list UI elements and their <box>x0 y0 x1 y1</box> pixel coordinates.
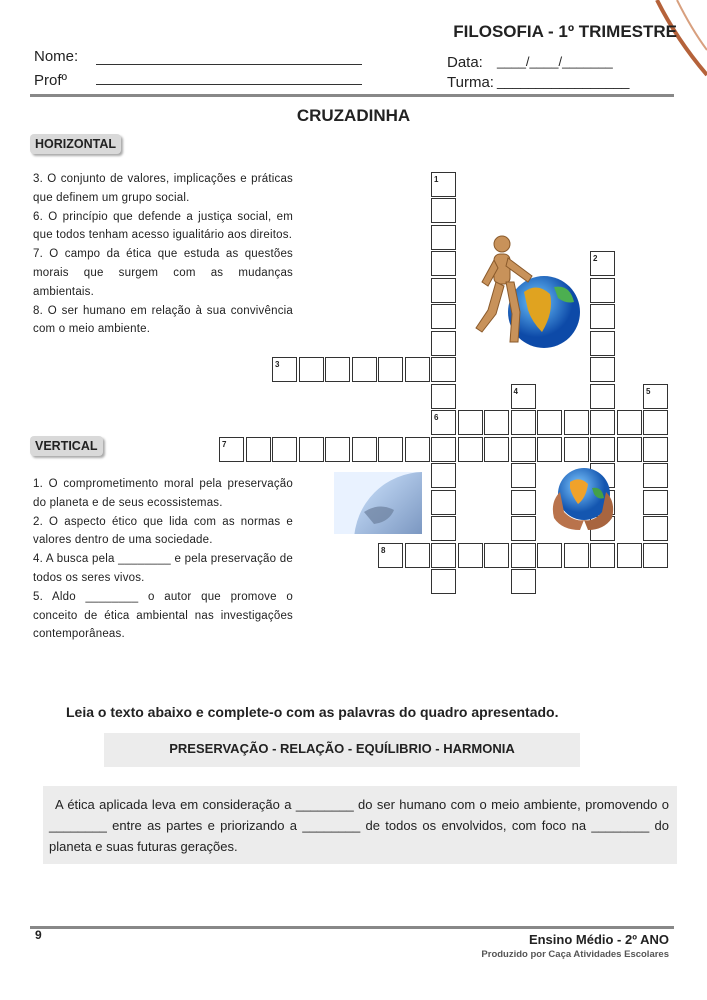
crossword-cell[interactable] <box>431 543 456 568</box>
crossword-cell[interactable] <box>590 543 615 568</box>
page-title: CRUZADINHA <box>296 106 411 125</box>
vertical-label: VERTICAL <box>30 436 103 456</box>
level-label: Ensino Médio - 2º ANO <box>528 932 669 947</box>
crossword-cell[interactable] <box>590 410 615 435</box>
crossword-cell[interactable] <box>431 490 456 515</box>
crossword-cell[interactable] <box>405 543 430 568</box>
horizontal-label: HORIZONTAL <box>30 134 121 154</box>
subject-title: FILOSOFIA - 1º TRIMESTRE <box>453 22 677 41</box>
crossword-cell[interactable] <box>325 437 350 462</box>
crossword-cell[interactable] <box>431 384 456 409</box>
earth-illustration <box>334 472 422 534</box>
crossword-cell[interactable] <box>484 410 509 435</box>
crossword-cell[interactable] <box>511 410 536 435</box>
crossword-cell[interactable] <box>643 437 668 462</box>
crossword-cell[interactable] <box>643 410 668 435</box>
horizontal-clue: 3. O conjunto de valores, implicações e práticas que definem um grupo social. <box>33 173 293 204</box>
completion-paragraph <box>43 786 677 864</box>
clue-number: 6 <box>434 413 439 422</box>
horizontal-clue: 7. O campo da ética que estuda as questões morais que surgem com as mudanças ambientais. <box>33 248 293 298</box>
class-field[interactable]: _________________ <box>497 73 630 89</box>
crossword-cell[interactable] <box>590 331 615 356</box>
horizontal-clue: 6. O princípio que defende a justiça social, em que todos tenham acesso igualitário aos direitos. <box>33 210 293 242</box>
crossword-cell[interactable] <box>431 278 456 303</box>
clue-number: 8 <box>381 545 386 555</box>
crossword-cell[interactable] <box>405 437 430 462</box>
crossword-cell[interactable] <box>246 437 271 462</box>
clue-number: 4 <box>513 386 518 396</box>
crossword-cell[interactable] <box>617 543 642 568</box>
crossword-cell[interactable] <box>511 543 536 568</box>
crossword-cell[interactable] <box>378 357 403 382</box>
crossword-cell[interactable] <box>617 410 642 435</box>
crossword-cell[interactable] <box>617 437 642 462</box>
mannequin-globe-illustration <box>462 232 592 352</box>
vertical-clue: 1. O comprometimento moral pela preservação do planeta e de seus ecossistemas. <box>33 478 293 509</box>
vertical-clue: 4. A busca pela ________ e pela preservação de todos os seres vivos. <box>33 553 293 584</box>
clue-number: 1 <box>434 174 439 184</box>
page-number: 9 <box>35 928 42 942</box>
crossword-cell[interactable] <box>484 437 509 462</box>
crossword-cell[interactable] <box>511 569 536 594</box>
crossword-cell[interactable] <box>299 437 324 462</box>
hands-globe-illustration <box>540 462 626 532</box>
crossword-cell[interactable] <box>590 304 615 329</box>
crossword-cell[interactable] <box>590 278 615 303</box>
word-bank: PRESERVAÇÃO - RELAÇÃO - EQUÍLIBRIO - HARMONIA <box>104 733 580 767</box>
crossword-cell[interactable] <box>352 357 377 382</box>
crossword-cell[interactable] <box>431 225 456 250</box>
crossword-cell[interactable] <box>643 516 668 541</box>
date-field[interactable]: ____/____/_______ <box>497 54 613 69</box>
crossword-cell[interactable] <box>643 490 668 515</box>
crossword-cell[interactable] <box>590 437 615 462</box>
instruction-text: Leia o texto abaixo e complete-o com as palavras do quadro apresentado. <box>66 704 559 720</box>
crossword-cell[interactable] <box>564 437 589 462</box>
date-label: Data: <box>447 54 483 71</box>
crossword-cell[interactable] <box>458 437 483 462</box>
crossword-cell[interactable] <box>352 437 377 462</box>
crossword-cell[interactable] <box>325 357 350 382</box>
producer-label: Produzido por Caça Atividades Escolares <box>481 949 669 960</box>
crossword-cell[interactable] <box>643 463 668 488</box>
crossword-cell[interactable] <box>511 516 536 541</box>
crossword-cell[interactable] <box>537 410 562 435</box>
paragraph-text: A ética aplicada leva em consideração a ________ do ser humano com o meio ambiente, promovendo o ________ entre as partes e priorizando a ________ de todos os envolvidos, com foco na ________ do planeta e suas futuras gerações. <box>49 797 669 854</box>
vertical-clue: 2. O aspecto ético que lida com as normas e valores dentro de uma sociedade. <box>33 515 293 547</box>
clue-number: 2 <box>593 254 598 263</box>
clue-number: 5 <box>646 386 651 396</box>
crossword-cell[interactable] <box>431 251 456 276</box>
crossword-cell[interactable] <box>537 543 562 568</box>
crossword-cell[interactable] <box>511 490 536 515</box>
teacher-label: Profº <box>34 72 67 89</box>
crossword-cell[interactable] <box>405 357 430 382</box>
vertical-clue: 5. Aldo ________ o autor que promove o conceito de ética ambiental nas investigações contemporâneas. <box>33 590 293 641</box>
crossword-cell[interactable] <box>564 410 589 435</box>
horizontal-clue: 8. O ser humano em relação à sua convivência com o meio ambiente. <box>33 304 293 336</box>
crossword-cell[interactable] <box>564 543 589 568</box>
crossword-cell[interactable] <box>431 437 456 462</box>
crossword-cell[interactable] <box>643 543 668 568</box>
clue-number: 3 <box>275 360 280 369</box>
crossword-cell[interactable] <box>431 357 456 382</box>
crossword-cell[interactable] <box>484 543 509 568</box>
crossword-cell[interactable] <box>458 543 483 568</box>
crossword-cell[interactable] <box>431 516 456 541</box>
crossword-cell[interactable] <box>431 569 456 594</box>
crossword-cell[interactable] <box>511 463 536 488</box>
crossword-cell[interactable] <box>299 357 324 382</box>
footer-divider <box>30 926 674 929</box>
crossword-cell[interactable] <box>431 331 456 356</box>
crossword-cell[interactable] <box>511 437 536 462</box>
crossword-cell[interactable] <box>431 304 456 329</box>
crossword-cell[interactable] <box>431 198 456 223</box>
clue-number: 7 <box>222 439 227 449</box>
crossword-cell[interactable] <box>590 357 615 382</box>
crossword-cell[interactable] <box>590 384 615 409</box>
crossword-cell[interactable] <box>272 437 297 462</box>
class-label: Turma: <box>447 74 494 91</box>
crossword-cell[interactable] <box>458 410 483 435</box>
crossword-cell[interactable] <box>431 463 456 488</box>
crossword-cell[interactable] <box>537 437 562 462</box>
crossword-cell[interactable] <box>378 437 403 462</box>
name-label: Nome: <box>34 48 79 65</box>
